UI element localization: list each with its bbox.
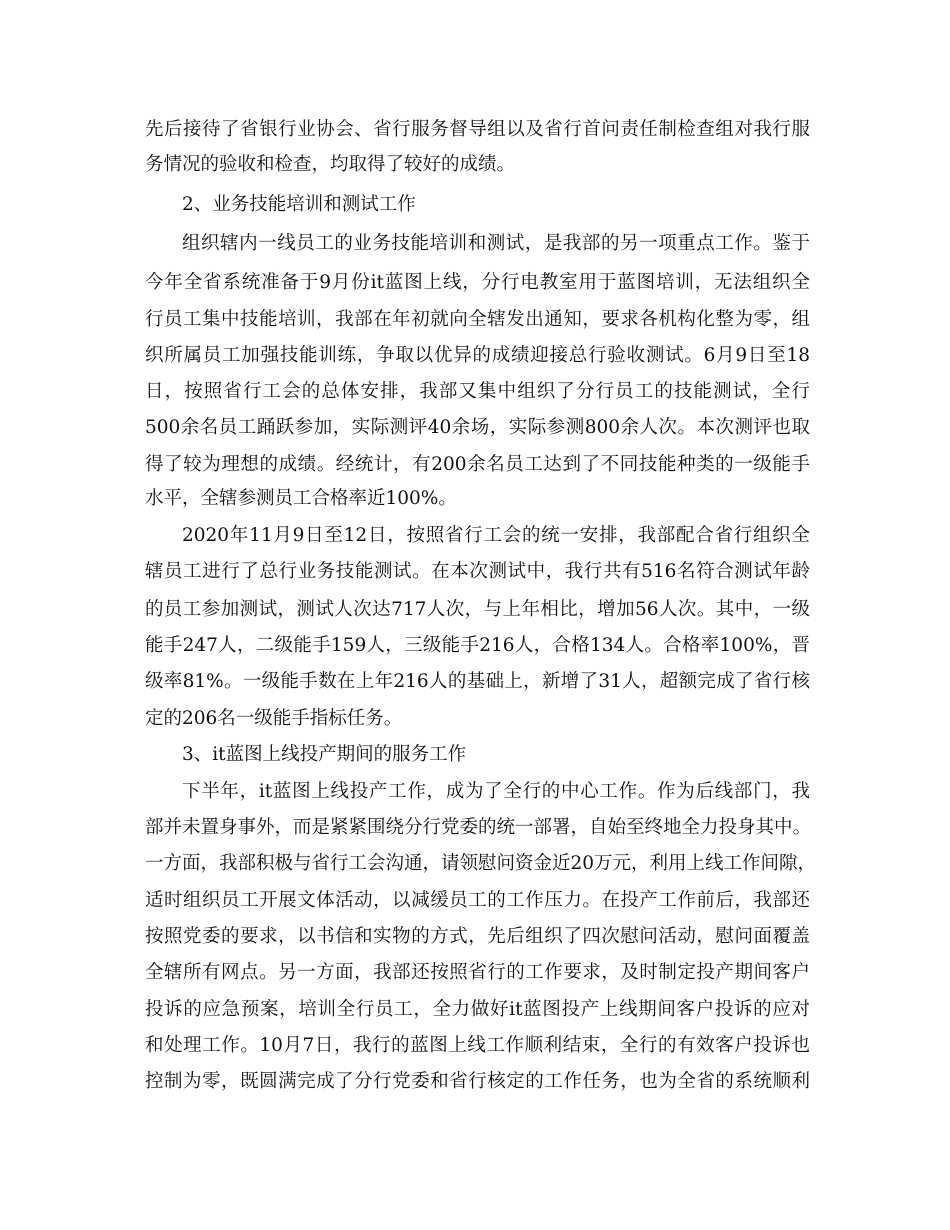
text-line: 部并未置身事外，而是紧紧围绕分行党委的统一部署，自始至终地全力投身其中。 [145, 817, 812, 838]
text-line: 级率81%。一级能手数在上年216人的基础上，新增了31人，超额完成了省行核 [145, 671, 810, 692]
text-line: 500余名员工踊跃参加，实际测评40余场，实际参测800余人次。本次测评也取 [145, 417, 810, 438]
text-line: 下半年，it蓝图上线投产工作，成为了全行的中心工作。作为后线部门，我 [182, 781, 810, 802]
text-line: 行员工集中技能培训，我部在年初就向全辖发出通知，要求各机构化整为零，组 [145, 309, 810, 330]
text-line: 水平，全辖参测员工合格率近100%。 [145, 488, 457, 509]
text-line: 一方面，我部积极与省行工会沟通，请领慰问资金近20万元，利用上线工作间隙， [145, 853, 817, 874]
text-line: 和处理工作。10月7日，我行的蓝图上线工作顺利结束，全行的有效客户投诉也 [145, 1035, 810, 1056]
section-heading: 2、业务技能培训和测试工作 [182, 194, 416, 215]
text-line: 务情况的验收和检查，均取得了较好的成绩。 [145, 154, 516, 175]
text-line: 先后接待了省银行业协会、省行服务督导组以及省行首问责任制检查组对我行服 [145, 119, 810, 140]
text-line: 得了较为理想的成绩。经统计，有200余名员工达到了不同技能种类的一级能手 [145, 454, 810, 475]
text-line: 全辖所有网点。另一方面，我部还按照省行的工作要求，及时制定投产期间客户 [145, 962, 810, 983]
text-line: 定的206名一级能手指标任务。 [145, 708, 403, 729]
section-heading: 3、it蓝图上线投产期间的服务工作 [182, 744, 467, 765]
text-line: 2020年11月9日至12日，按照省行工会的统一安排，我部配合省行组织全 [182, 525, 810, 546]
text-line: 今年全省系统准备于9月份it蓝图上线，分行电教室用于蓝图培训，无法组织全 [145, 272, 810, 293]
text-line: 组织辖内一线员工的业务技能培训和测试，是我部的另一项重点工作。鉴于 [182, 233, 810, 254]
text-line: 适时组织员工开展文体活动，以减缓员工的工作压力。在投产工作前后，我部还 [145, 890, 810, 911]
text-line: 投诉的应急预案，培训全行员工，全力做好it蓝图投产上线期间客户投诉的应对 [145, 999, 810, 1020]
text-line: 按照党委的要求，以书信和实物的方式，先后组织了四次慰问活动，慰问面覆盖 [145, 926, 810, 947]
text-line: 织所属员工加强技能训练，争取以优异的成绩迎接总行验收测试。6月9日至18 [145, 345, 810, 366]
text-line: 日，按照省行工会的总体安排，我部又集中组织了分行员工的技能测试，全行 [145, 381, 810, 402]
text-line: 能手247人，二级能手159人，三级能手216人，合格134人。合格率100%，晋 [145, 635, 810, 656]
text-line: 的员工参加测试，测试人次达717人次，与上年相比，增加56人次。其中，一级 [145, 599, 810, 620]
text-line: 控制为零，既圆满完成了分行党委和省行核定的工作任务，也为全省的系统顺利 [145, 1071, 810, 1092]
text-line: 辖员工进行了总行业务技能测试。在本次测试中，我行共有516名符合测试年龄 [145, 561, 810, 582]
